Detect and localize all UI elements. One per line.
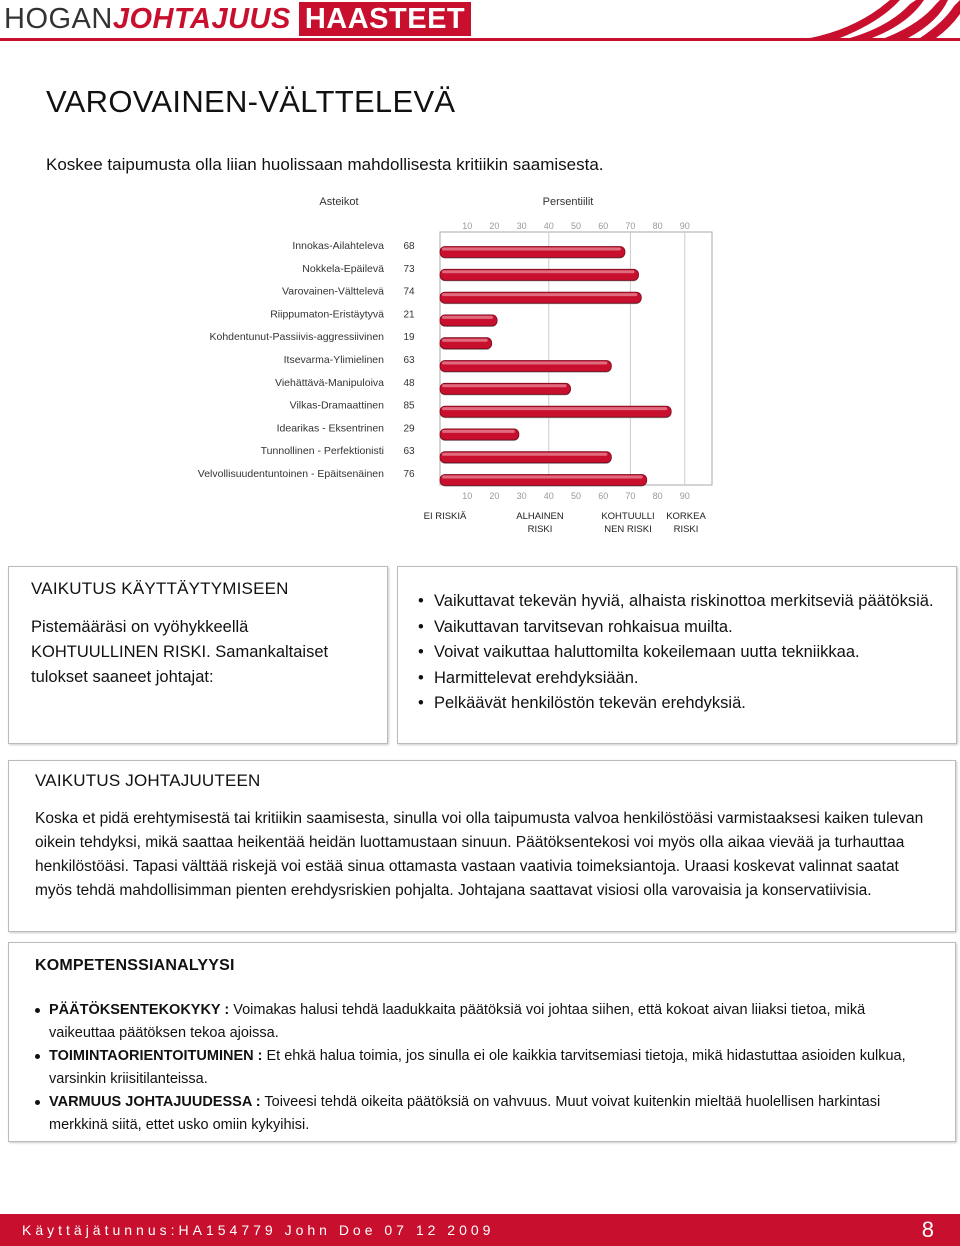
header-rule <box>0 38 960 41</box>
score-label: 74 <box>403 286 415 298</box>
page-title: VAROVAINEN-VÄLTTELEVÄ <box>46 84 456 119</box>
tick-label-top: 40 <box>543 221 554 231</box>
bar-highlight <box>442 453 607 456</box>
behavior-bullet: • Harmittelevat erehdyksiään. <box>418 666 934 692</box>
behavior-impact-right <box>397 566 957 744</box>
tick-label-bottom: 10 <box>462 491 473 501</box>
behavior-bullet: • Vaikuttavan tarvitsevan rohkaisua muilta. <box>418 615 934 641</box>
score-label: 63 <box>403 446 415 458</box>
footer-user-id: Käyttäjätunnus:HA154779 John Doe 07 12 2009 <box>22 1222 495 1238</box>
tick-label-top: 90 <box>679 221 690 231</box>
score-label: 76 <box>403 469 415 480</box>
score-label: 21 <box>403 309 415 321</box>
competency-text: Et ehkä halua toimia, jos sinulla ei ole kaikkia tarvitsemiasi tietoja, mikä hidastuttaa asioiden kulkua, varsinkin kriisitilanteissa. <box>49 1048 906 1087</box>
competency-label: PÄÄTÖKSENTEKOKYKY : <box>49 1002 230 1018</box>
bar-highlight <box>442 384 567 387</box>
competency-item <box>35 1045 929 1090</box>
chart-svg <box>0 188 960 533</box>
tick-label-bottom: 30 <box>516 491 527 501</box>
competency-item <box>35 1091 929 1136</box>
bar-highlight <box>442 476 643 479</box>
chart-header-percentiles: Persentiilit <box>542 196 594 208</box>
competency-label: VARMUUS JOHTAJUUDESSA : <box>49 1094 261 1110</box>
scale-label: Nokkela-Epäilevä <box>302 262 384 275</box>
behavior-bullets <box>418 589 934 717</box>
score-label: 19 <box>403 332 415 344</box>
bar-highlight <box>442 248 621 251</box>
score-label: 63 <box>403 355 415 366</box>
bar-highlight <box>442 316 493 319</box>
behavior-impact-left <box>8 566 388 744</box>
scale-label: Innokas-Ailahteleva <box>292 240 384 252</box>
zone-label: EI RISKIÄ <box>423 511 467 522</box>
leadership-impact-title: VAIKUTUS JOHTAJUUTEEN <box>35 771 261 790</box>
scale-label: Tunnollinen - Perfektionisti <box>260 445 384 458</box>
competency-list <box>35 999 929 1136</box>
behavior-impact-title: VAIKUTUS KÄYTTÄYTYMISEEN <box>31 579 289 598</box>
scale-label: Riippumaton-Eristäytyvä <box>270 308 384 321</box>
scale-label: Itsevarma-Ylimielinen <box>283 354 384 366</box>
scale-label: Viehättävä-Manipuloiva <box>275 376 384 389</box>
zone-label: KORKEA <box>666 511 706 522</box>
chart-header-scales: Asteikot <box>319 196 359 208</box>
brand-part-2: JOHTAJUUS <box>112 2 291 35</box>
behavior-impact-summary: Pistemääräsi on vyöhykkeellä KOHTUULLINEN RISKI. Samankaltaiset tulokset saaneet johtajat: <box>31 618 329 686</box>
score-label: 48 <box>403 377 415 389</box>
tick-label-bottom: 50 <box>570 491 582 501</box>
tick-label-bottom: 70 <box>625 491 636 501</box>
tick-label-bottom: 20 <box>489 491 500 501</box>
footer-bar <box>0 1214 960 1246</box>
bar-highlight <box>442 362 607 365</box>
tick-label-top: 50 <box>570 221 582 231</box>
behavior-bullet: • Pelkäävät henkilöstön tekevän erehdyksiä. <box>418 691 934 717</box>
brand-part-3: HAASTEET <box>299 2 471 36</box>
score-label: 68 <box>403 241 415 252</box>
scale-label: Varovainen-Välttelevä <box>282 285 384 298</box>
competency-item <box>35 999 929 1044</box>
brand-logo <box>4 2 471 36</box>
tick-label-top: 10 <box>462 221 473 231</box>
bar-highlight <box>442 430 515 433</box>
behavior-bullet: • Vaikuttavat tekevän hyviä, alhaista riskinottoa merkitseviä päätöksiä. <box>418 589 934 615</box>
zone-label: NEN RISKI <box>604 524 652 533</box>
bar-highlight <box>442 339 488 342</box>
bar-highlight <box>442 270 635 273</box>
tick-label-bottom: 90 <box>679 491 690 501</box>
percentile-chart <box>0 188 960 533</box>
competency-title: KOMPETENSSIANALYYSI <box>35 957 235 974</box>
competency-label: TOIMINTAORIENTOITUMINEN : <box>49 1048 263 1064</box>
competency-analysis <box>8 942 956 1142</box>
bar-highlight <box>442 407 667 410</box>
bar-highlight <box>442 293 637 296</box>
scale-label: Idearikas - Eksentrinen <box>276 422 384 435</box>
score-label: 29 <box>403 423 415 435</box>
zone-label: RISKI <box>673 524 699 533</box>
score-label: 85 <box>403 400 415 412</box>
zone-label: KOHTUULLI <box>601 511 655 522</box>
competency-text: Voimakas halusi tehdä laadukkaita päätöksiä voi johtaa siihen, että kokoat aivan liiaksi tietoa, mikä vaikeuttaa päätöksen tekoa ajoissa. <box>49 1002 866 1041</box>
brand-part-1: HOGAN <box>4 2 113 35</box>
leadership-impact <box>8 760 956 932</box>
page-subtitle: Koskee taipumusta olla liian huolissaan mahdollisesta kritiikin saamisesta. <box>46 155 604 174</box>
page-number: 8 <box>921 1217 934 1242</box>
scale-label: Kohdentunut-Passiivis-aggressiivinen <box>209 331 384 344</box>
tick-label-bottom: 60 <box>598 491 609 501</box>
swoosh-graphic <box>810 0 960 38</box>
tick-label-bottom: 40 <box>543 491 554 501</box>
score-label: 73 <box>403 263 415 275</box>
scale-label: Velvollisuudentuntoinen - Epäitsenäinen <box>197 468 384 480</box>
behavior-bullet: • Voivat vaikuttaa haluttomilta kokeilemaan uutta tekniikkaa. <box>418 640 934 666</box>
scale-label: Vilkas-Dramaattinen <box>289 399 384 412</box>
tick-label-top: 30 <box>516 221 527 231</box>
zone-label: ALHAINEN <box>516 511 564 522</box>
competency-text: Toiveesi tehdä oikeita päätöksiä on vahvuus. Muut voivat kuitenkin mieltää huolellisen harkintasi merkkinä siitä, ettet usko omiin kykyihisi. <box>49 1094 881 1133</box>
tick-label-bottom: 80 <box>652 491 663 501</box>
tick-label-top: 20 <box>489 221 500 231</box>
tick-label-top: 80 <box>652 221 663 231</box>
tick-label-top: 60 <box>598 221 609 231</box>
zone-label: RISKI <box>527 524 553 533</box>
leadership-impact-text: Koska et pidä erehtymisestä tai kritiikin saamisesta, sinulla voi olla taipumusta valvoa henkilöstöäsi varmistaaksesi kaiken tulevan oikein tehdyksi, mikä saattaa heikentää heidän luottamustaan sinuun. Päätöksentekosi voi myös olla aikaa vievää ja turhauttaa henkilöstöäsi. Tapasi välttää riskejä voi estää sinua ottamasta vastaan vaativia toimeksiantoja. Uraasi koskevat valinnat saatat myös tehdä mahdollisimman pienten erehdysriskien pohjalta. Johtajana saattavat visiosi olla varovaisia ja konservatiivisia. <box>35 810 924 899</box>
tick-label-top: 70 <box>625 221 636 231</box>
